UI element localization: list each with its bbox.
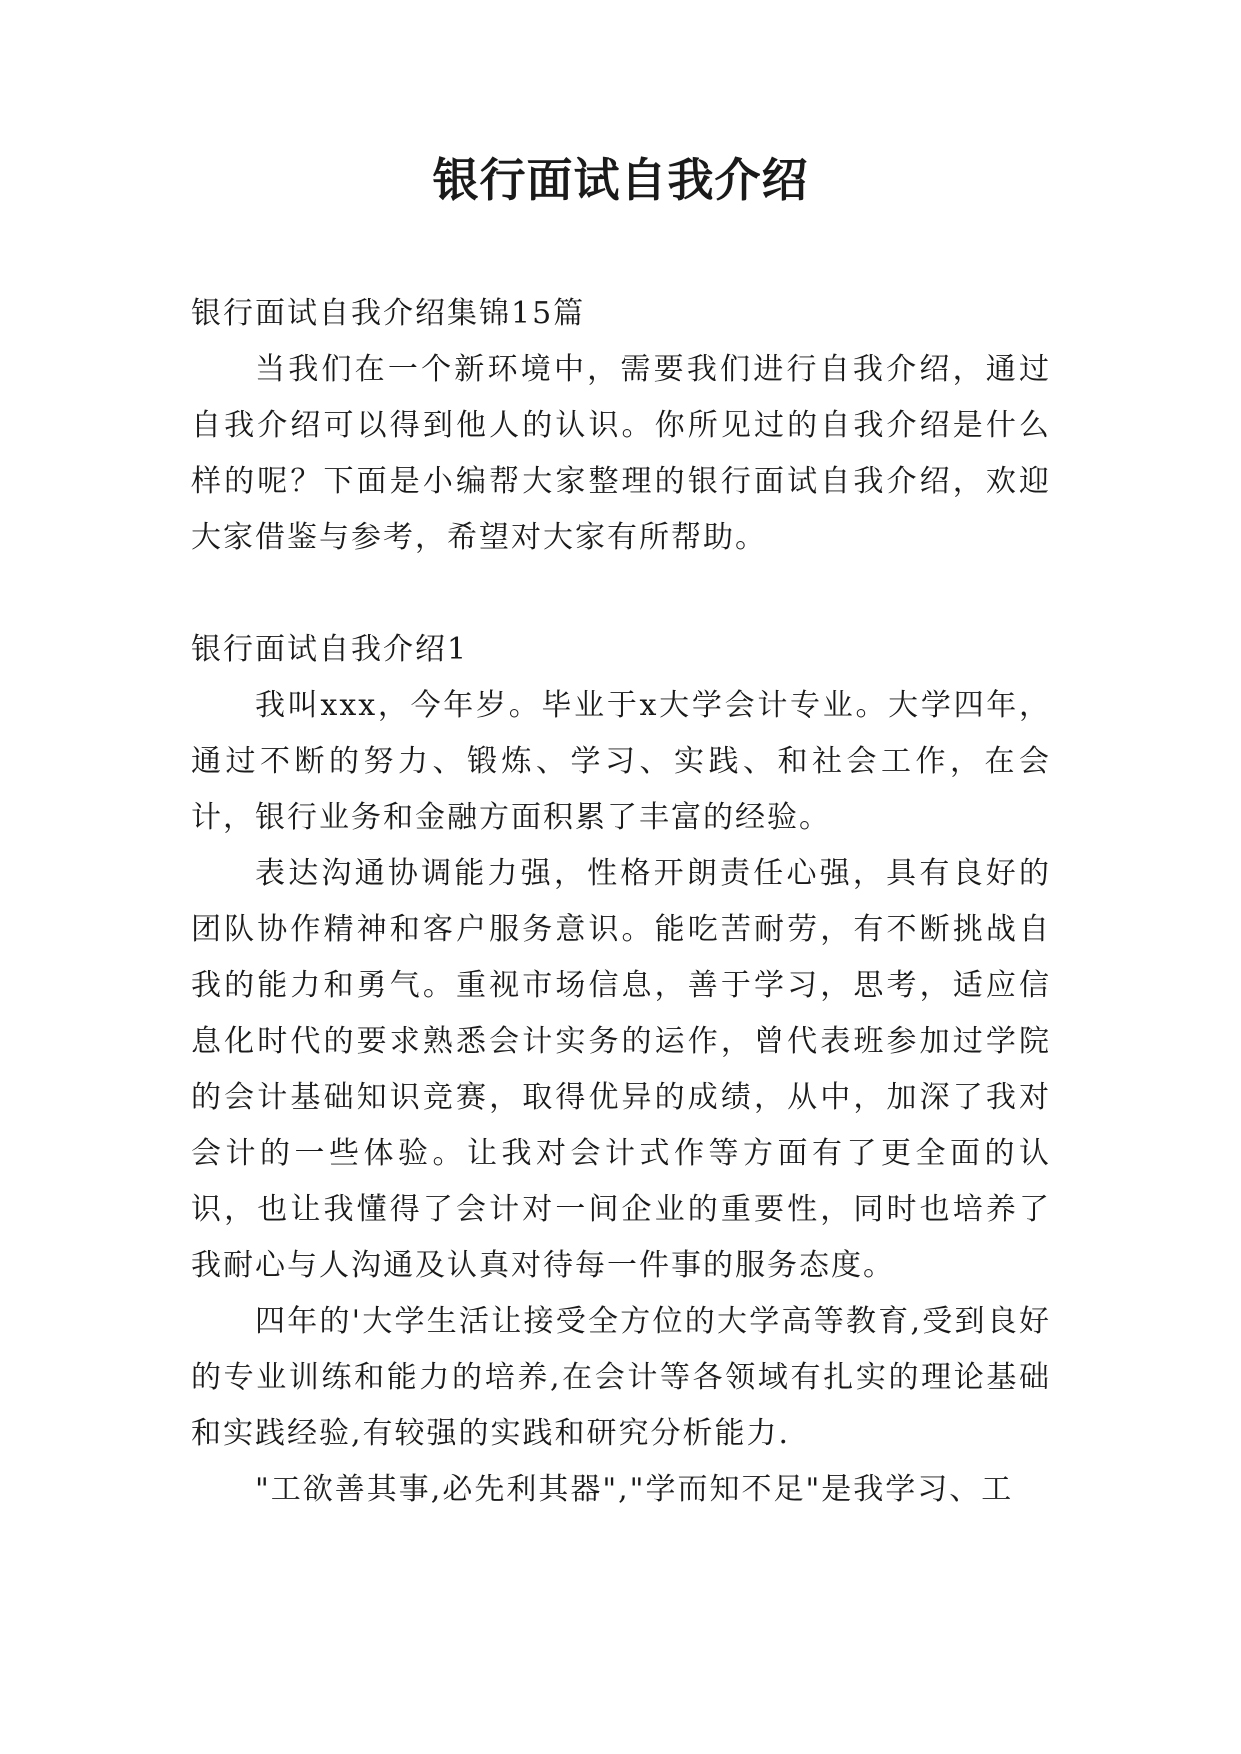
- body-paragraph: 四年的'大学生活让接受全方位的大学高等教育,受到良好的专业训练和能力的培养,在会计等各领域有扎实的理论基础和实践经验,有较强的实践和研究分析能力.: [191, 1304, 1051, 1451]
- body-paragraph: 我叫xxx，今年岁。毕业于x大学会计专业。大学四年，通过不断的努力、锻炼、学习、实践、和社会工作，在会计，银行业务和金融方面积累了丰富的经验。: [191, 688, 1051, 835]
- document-body: [191, 286, 1051, 1518]
- intro-paragraph: 当我们在一个新环境中，需要我们进行自我介绍，通过自我介绍可以得到他人的认识。你所见过的自我介绍是什么样的呢？下面是小编帮大家整理的银行面试自我介绍，欢迎大家借鉴与参考，希望对大家有所帮助。: [191, 352, 1051, 555]
- body-paragraph: "工欲善其事,必先利其器","学而知不足"是我学习、工: [255, 1472, 1014, 1507]
- document-subtitle: 银行面试自我介绍集锦15篇: [191, 296, 586, 331]
- section-spacer: [191, 566, 1051, 622]
- body-paragraph: 表达沟通协调能力强，性格开朗责任心强，具有良好的团队协作精神和客户服务意识。能吃苦耐劳，有不断挑战自我的能力和勇气。重视市场信息，善于学习，思考，适应信息化时代的要求熟悉会计实务的运作，曾代表班参加过学院的会计基础知识竞赛，取得优异的成绩，从中，加深了我对会计的一些体验。让我对会计式作等方面有了更全面的认识，也让我懂得了会计对一间企业的重要性，同时也培养了我耐心与人沟通及认真对待每一件事的服务态度。: [191, 856, 1051, 1283]
- section-heading: 银行面试自我介绍1: [191, 632, 469, 667]
- page-title: 银行面试自我介绍: [432, 153, 809, 207]
